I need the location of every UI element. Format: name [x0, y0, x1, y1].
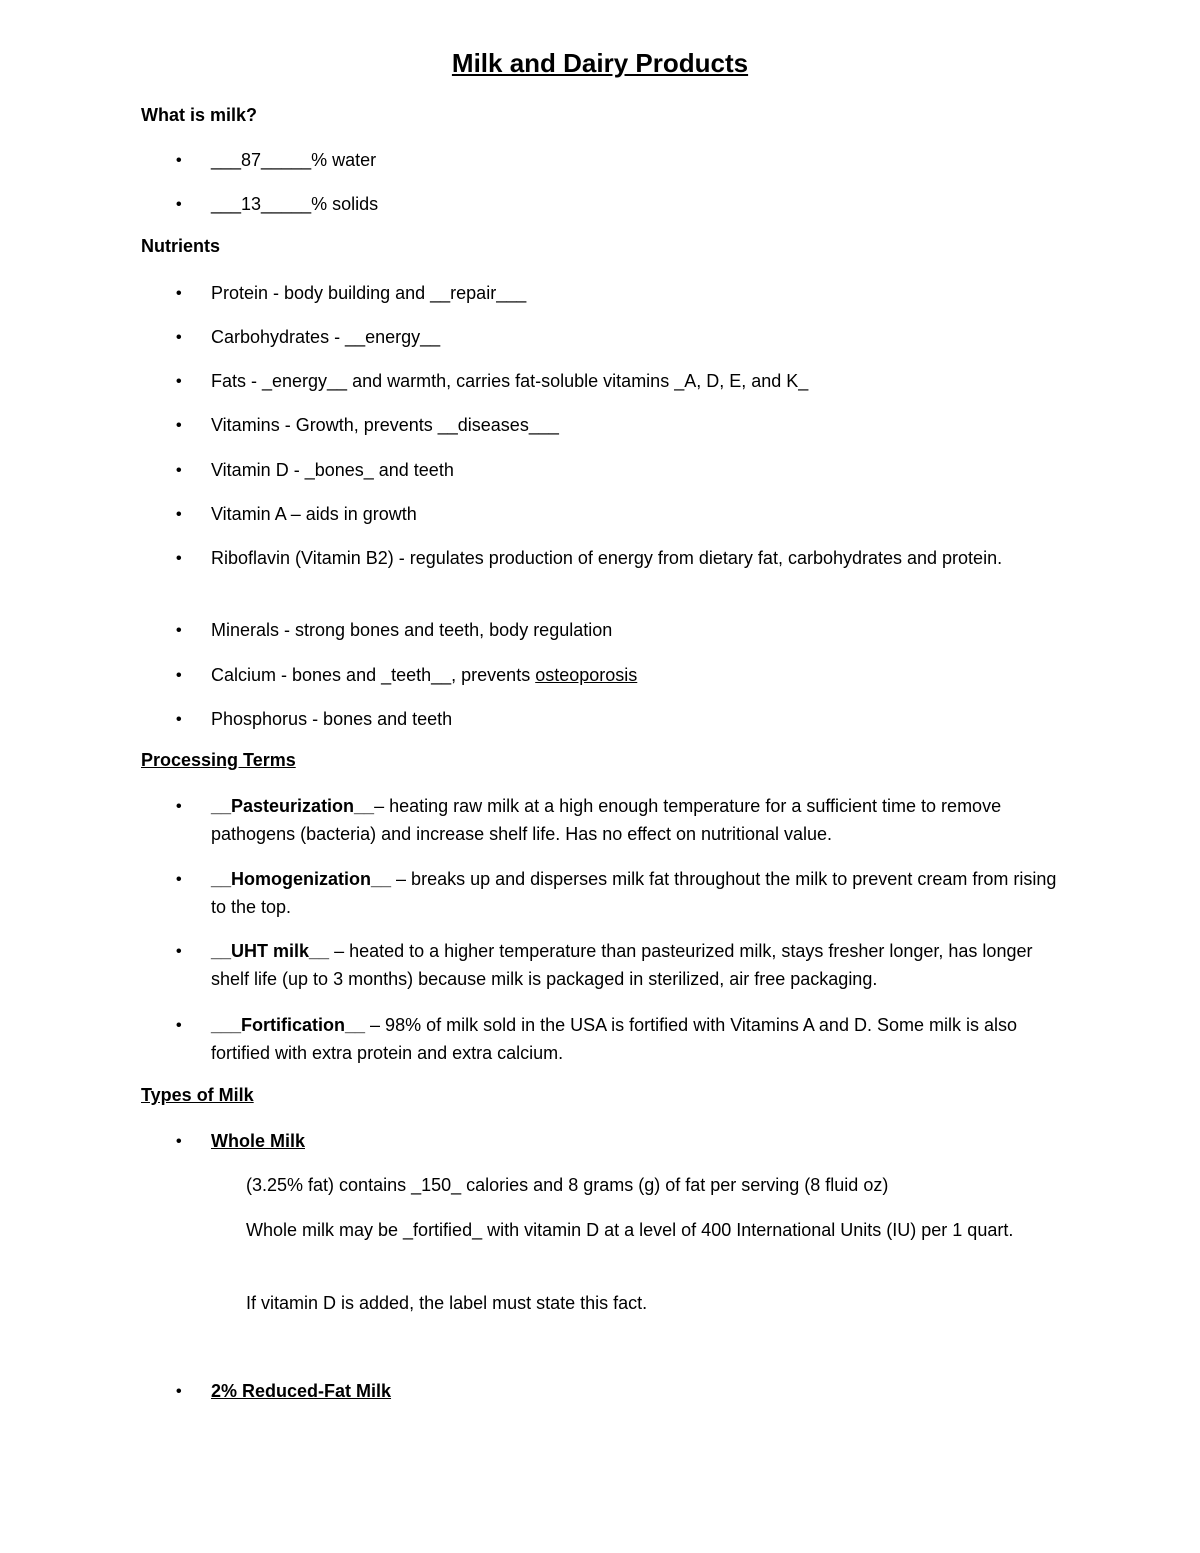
osteoporosis-term: osteoporosis [535, 665, 638, 685]
list-item-fats: Fats - _energy__ and warmth, carries fat-soluble vitamins _A, D, E, and K_ [211, 371, 809, 391]
list-item-homogenization [211, 865, 1061, 921]
bullet-icon: • [176, 622, 182, 639]
list-item-solids: ___13_____% solids [211, 194, 379, 214]
whole-milk-label-note: If vitamin D is added, the label must state this fact. [246, 1293, 648, 1313]
bullet-icon: • [176, 1133, 182, 1150]
bullet-icon: • [176, 667, 182, 684]
list-item-fortification [211, 1011, 1061, 1067]
bullet-icon: • [176, 329, 182, 346]
bullet-icon: • [176, 798, 182, 815]
section-heading-nutrients: Nutrients [141, 236, 221, 256]
list-item-protein: Protein - body building and __repair___ [211, 283, 527, 303]
bullet-icon: • [176, 417, 182, 434]
page-title: Milk and Dairy Products [451, 48, 749, 78]
bullet-icon: • [176, 373, 182, 390]
term-homogenization: __Homogenization__ [211, 869, 392, 889]
whole-milk-fortification: Whole milk may be _fortified_ with vitamin D at a level of 400 International Units (IU) per 1 quart. [246, 1220, 1014, 1240]
bullet-icon: • [176, 196, 182, 213]
list-item-whole-milk: Whole Milk [211, 1131, 305, 1151]
bullet-icon: • [176, 285, 182, 302]
definition-pasteurization: – heating raw milk at a high enough temperature for a sufficient time to remove pathogens (bacteria) and increase shelf life. Has no effect on nutritional value. [211, 796, 1002, 844]
definition-homogenization: – breaks up and disperses milk fat throughout the milk to prevent cream from rising to the top. [211, 869, 1057, 917]
definition-fortification: – 98% of milk sold in the USA is fortified with Vitamins A and D. Some milk is also fortified with extra protein and extra calcium. [211, 1015, 1017, 1063]
section-heading-what-is-milk: What is milk? [141, 105, 258, 125]
definition-uht-milk: – heated to a higher temperature than pasteurized milk, stays fresher longer, has longer shelf life (up to 3 months) because milk is packaged in sterilized, air free packaging. [211, 941, 1033, 989]
term-uht-milk: __UHT milk__ [211, 941, 330, 961]
section-heading-processing-terms: Processing Terms [141, 750, 296, 770]
bullet-icon: • [176, 1383, 182, 1400]
list-item-reduced-fat-milk: 2% Reduced-Fat Milk [211, 1381, 392, 1401]
term-fortification: ___Fortification__ [211, 1015, 366, 1035]
section-heading-types-of-milk: Types of Milk [141, 1085, 254, 1105]
list-item-riboflavin: Riboflavin (Vitamin B2) - regulates production of energy from dietary fat, carbohydrates and protein. [211, 548, 1003, 568]
bullet-icon: • [176, 871, 182, 888]
term-pasteurization: __Pasteurization__ [211, 796, 375, 816]
list-item-water: ___87_____% water [211, 150, 377, 170]
whole-milk-fat-calories: (3.25% fat) contains _150_ calories and 8 grams (g) of fat per serving (8 fluid oz) [246, 1175, 889, 1195]
list-item-uht-milk [211, 937, 1061, 993]
list-item-vitamins: Vitamins - Growth, prevents __diseases___ [211, 415, 559, 435]
list-item-vitamin-d: Vitamin D - _bones_ and teeth [211, 460, 454, 480]
list-item-pasteurization [211, 792, 1061, 848]
list-item-vitamin-a: Vitamin A – aids in growth [211, 504, 417, 524]
bullet-icon: • [176, 943, 182, 960]
list-item-calcium [211, 661, 1061, 689]
bullet-icon: • [176, 462, 182, 479]
list-item-carbohydrates: Carbohydrates - __energy__ [211, 327, 441, 347]
bullet-icon: • [176, 711, 182, 728]
list-item-minerals: Minerals - strong bones and teeth, body regulation [211, 620, 613, 640]
list-item-phosphorus: Phosphorus - bones and teeth [211, 709, 453, 729]
calcium-text: Calcium - bones and _teeth__, prevents [211, 665, 536, 685]
bullet-icon: • [176, 1017, 182, 1034]
bullet-icon: • [176, 152, 182, 169]
bullet-icon: • [176, 506, 182, 523]
bullet-icon: • [176, 550, 182, 567]
